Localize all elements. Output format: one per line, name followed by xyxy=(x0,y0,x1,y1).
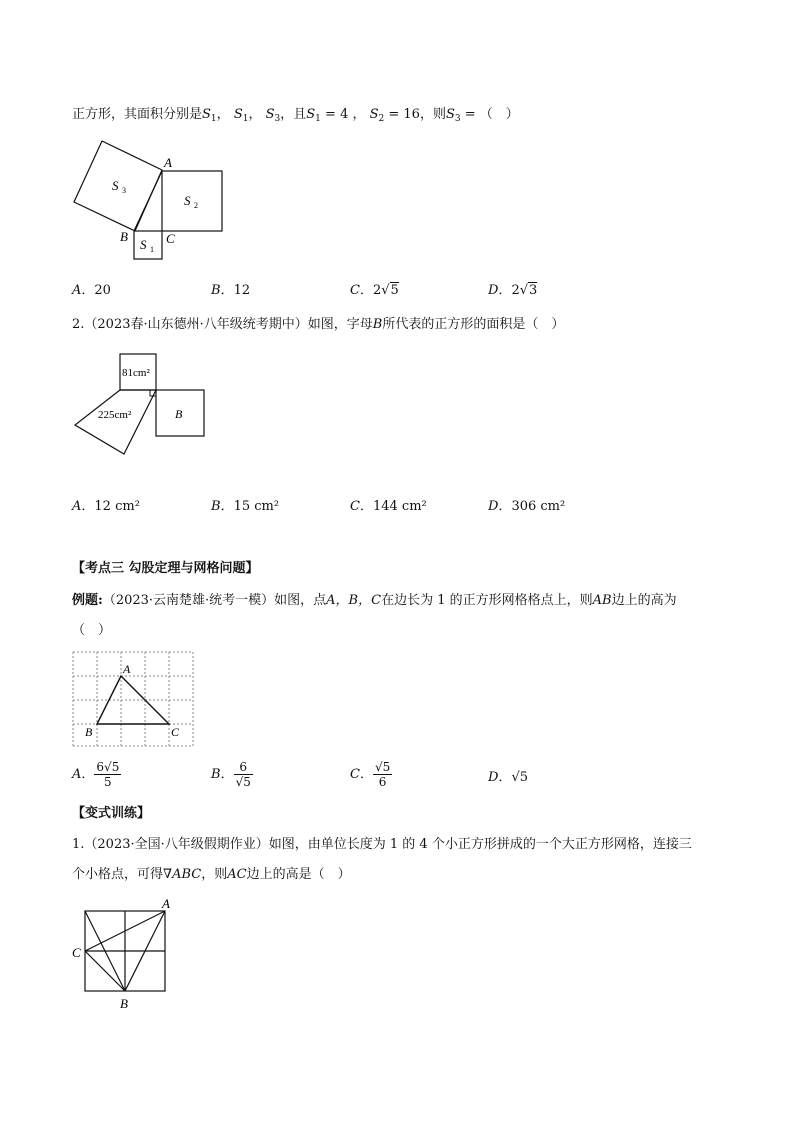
q2-option-c[interactable]: C．144 cm² xyxy=(350,499,427,514)
q0-option-b[interactable]: B．12 xyxy=(211,283,251,298)
option-value: √5 xyxy=(511,770,529,785)
option-value: 15 cm² xyxy=(233,499,280,514)
q2-text-tail: 所代表的正方形的面积是（ ） xyxy=(382,317,565,332)
q0-label-s2-sub: 2 xyxy=(194,201,198,210)
q0-text: 正方形，其面积分别是 xyxy=(72,107,203,122)
option-letter: C xyxy=(350,283,360,298)
q0-cond1-sub: 1 xyxy=(315,114,321,124)
variant-side-cb xyxy=(85,951,125,991)
q0-label-s2: S xyxy=(184,193,191,208)
variant-text-a: 个小格点，可得 xyxy=(72,867,164,882)
q0-s1: S xyxy=(202,107,211,122)
option-letter: C xyxy=(350,499,360,514)
example-stem-line1 xyxy=(72,592,677,610)
q0-square-s2 xyxy=(162,171,222,231)
option-value: 20 xyxy=(94,283,111,298)
example-label-b: B xyxy=(85,725,93,739)
fraction-numerator: 6√5 xyxy=(96,760,120,774)
variant-ac: AC xyxy=(227,867,247,882)
q2-label-b: B xyxy=(175,407,183,421)
example-ab: AB xyxy=(592,593,612,608)
q2-option-a[interactable]: A．12 cm² xyxy=(72,499,140,514)
variant-stem-line1: 1.（2023·全国·八年级假期作业）如图，由单位长度为 1 的 4 个小正方形拼成的一个大正方形网格，连接三 xyxy=(72,837,692,852)
q0-s1-sub: 1 xyxy=(210,114,217,124)
q2-stem xyxy=(72,316,564,334)
fraction-denominator: 6 xyxy=(378,775,387,789)
q0-s3-sub: 3 xyxy=(274,114,281,124)
variant-text-b: ，则 xyxy=(201,867,228,882)
q0-cond2: S xyxy=(369,107,379,122)
q2-square-225 xyxy=(75,390,156,454)
option-fraction xyxy=(373,760,392,789)
q0-option-a[interactable]: A．20 xyxy=(72,283,111,298)
option-letter: B xyxy=(211,499,221,514)
section-heading: 【考点三 勾股定理与网格问题】 xyxy=(72,561,259,576)
q0-label-b: B xyxy=(120,229,128,244)
example-label-c: C xyxy=(171,725,180,739)
q0-label-a: A xyxy=(164,155,172,170)
option-value: 12 xyxy=(233,283,251,298)
q0-cond1: S xyxy=(306,107,316,122)
q2-label-225: 225cm² xyxy=(98,409,132,421)
example-text: （2023·云南楚雄·统考一模）如图，点 xyxy=(102,593,327,608)
q0-hypotenuse xyxy=(134,171,162,231)
option-fraction xyxy=(234,760,253,789)
option-letter: D xyxy=(488,499,499,514)
option-letter: D xyxy=(488,770,499,785)
option-fraction xyxy=(94,760,121,789)
option-letter: A xyxy=(72,767,82,782)
variant-stem-line2 xyxy=(72,866,351,884)
q0-then: ，则 xyxy=(419,107,446,122)
example-option-d[interactable]: D．√5 xyxy=(488,770,529,785)
variant-text-c: 边上的高是（ ） xyxy=(246,867,351,882)
q0-sep2: ， xyxy=(248,107,262,122)
option-radicand: 5 xyxy=(390,283,399,298)
example-grid-figure xyxy=(71,650,196,750)
q0-square-s1 xyxy=(134,231,162,259)
fraction-numerator: √5 xyxy=(374,760,391,774)
q0-label-s1-sub: 1 xyxy=(150,245,154,254)
q2-letter: B xyxy=(372,317,383,332)
option-letter: B xyxy=(211,767,221,782)
q0-cond2-val: = 16 xyxy=(384,107,420,122)
q0-figure xyxy=(60,135,240,265)
example-option-c[interactable]: C． $\frac{√5}{6}$ xyxy=(350,760,391,789)
q0-label-s3-sub: 3 xyxy=(122,186,126,195)
q0-option-d[interactable]: D．2√3 xyxy=(488,283,538,298)
q2-option-d[interactable]: D．306 cm² xyxy=(488,499,566,514)
example-paren: （ ） xyxy=(72,623,112,638)
example-text2: 在边长为 1 的正方形网格格点上，则 xyxy=(381,593,593,608)
q0-sep1: ， xyxy=(216,107,230,122)
variant-label-b: B xyxy=(120,996,128,1011)
q0-ask-sub: 3 xyxy=(454,114,461,124)
q0-s2: S xyxy=(233,107,243,122)
option-letter: B xyxy=(211,283,221,298)
option-value: 12 cm² xyxy=(94,499,140,514)
option-value: 2 xyxy=(372,283,382,298)
variant-grid-figure xyxy=(68,895,183,1013)
q0-and: ，且 xyxy=(280,107,307,122)
option-value: 144 cm² xyxy=(372,499,427,514)
option-letter: C xyxy=(350,767,360,782)
q0-cond1-val: = 4 ， xyxy=(320,107,366,122)
example-label: 例题: xyxy=(72,593,103,608)
q0-s2-sub: 1 xyxy=(242,114,249,124)
option-letter: A xyxy=(72,283,82,298)
fraction-denominator: √5 xyxy=(235,775,251,789)
option-letter: A xyxy=(72,499,82,514)
option-radicand: 3 xyxy=(529,283,538,298)
q0-label-s3: S xyxy=(112,178,119,193)
variant-label-c: C xyxy=(72,945,81,960)
option-value: 306 cm² xyxy=(511,499,566,514)
q0-ask: S xyxy=(445,107,455,122)
q2-label-81: 81cm² xyxy=(122,367,150,379)
q2-figure xyxy=(70,350,210,455)
q0-stem xyxy=(72,106,519,125)
q0-s3: S xyxy=(265,107,275,122)
q2-text: 2.（2023春·山东德州·八年级统考期中）如图，字母 xyxy=(72,317,373,332)
example-label-a: A xyxy=(123,662,131,676)
q0-cond2-sub: 2 xyxy=(378,114,385,124)
example-option-a[interactable]: A． $\frac{6√5}{5}$ xyxy=(72,760,120,789)
variant-heading: 【变式训练】 xyxy=(72,806,151,821)
fraction-numerator: 6 xyxy=(234,760,253,775)
q0-option-c[interactable]: C．2√5 xyxy=(350,283,399,298)
fraction-denominator: 5 xyxy=(104,775,112,789)
q0-label-s1: S xyxy=(140,237,147,252)
q0-ask-tail: = （ ） xyxy=(460,107,519,122)
option-letter: D xyxy=(488,283,499,298)
example-text3: 边上的高为 xyxy=(611,593,677,608)
q2-option-b[interactable]: B．15 cm² xyxy=(211,499,280,514)
example-option-b[interactable]: B． $\frac{6}{√5}$ xyxy=(211,760,251,789)
example-points: A，B，C xyxy=(326,593,382,608)
option-value: 2 xyxy=(511,283,520,298)
q0-label-c: C xyxy=(166,231,175,246)
variant-triangle-name: ∇ABC xyxy=(163,867,202,882)
variant-label-a: A xyxy=(162,896,170,911)
